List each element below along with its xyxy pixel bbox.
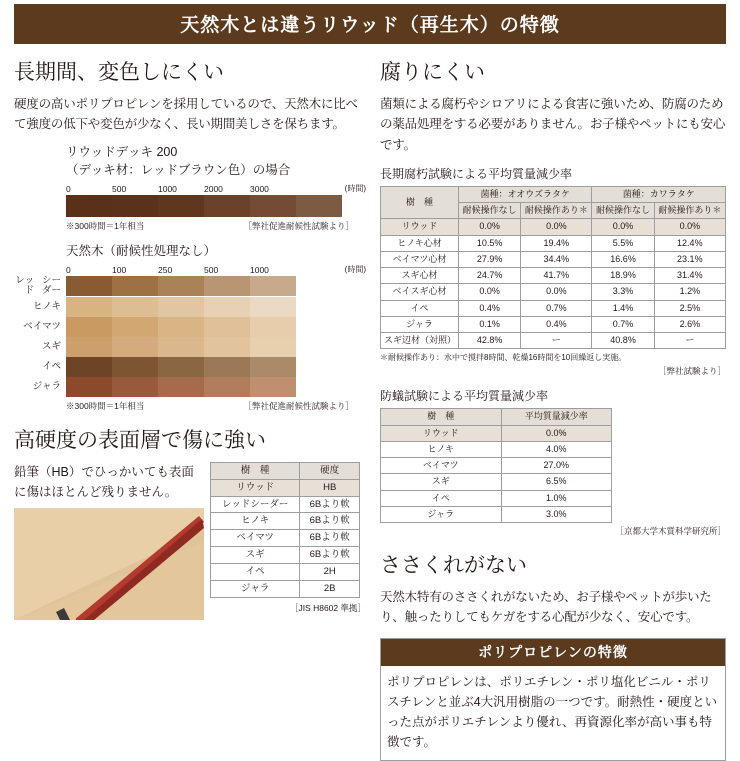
table-cell: 23.1% [654,251,725,267]
color-swatch [66,276,112,296]
color-swatch [158,377,204,397]
color-swatch [204,357,250,377]
table-row [211,479,360,496]
wood-sample-row [14,317,366,337]
wood-sample-row [14,276,366,297]
table-cell: 0.0% [459,284,521,300]
hardness-table [210,462,360,598]
right-column [380,44,726,761]
scale-tick: 100 [112,264,127,275]
color-swatch [296,195,342,217]
table-header-cell: 耐候操作あり＊ [521,203,592,219]
color-swatch [66,297,112,317]
decay-table-title: 長期腐朽試験による平均質量減少率 [380,166,573,181]
table-cell: 0.0% [459,219,521,235]
polypropylene-box-body: ポリプロピレンは、ポリエチレン・ポリ塩化ビニル・ポリスチレンと並ぶ4大汎用樹脂の一つです。耐熱性・硬度といった点がポリエチレンより優れ、再資源化率が高い事も特徴です。 [387,674,718,749]
sample1-scale [66,183,366,194]
table-cell: 40.8% [592,333,654,349]
section-title-fade-resistance: 長期間、変色しにくい [14,61,224,84]
table-row [211,580,360,597]
table-cell: ベイマツ [211,530,300,547]
scale-tick: 0 [66,264,71,275]
color-swatch [204,317,250,337]
scale-tick: 1000 [250,264,269,275]
table-cell: 0.0% [592,219,654,235]
table-row [381,251,726,267]
polypropylene-box-title: ポリプロピレンの特徴 [381,639,725,666]
hardness-block [14,462,366,620]
table-row [381,300,726,316]
table-cell: 6.5% [501,474,611,490]
scale-unit: (時間) [344,264,366,274]
color-swatch [112,357,158,377]
sample2-scale [66,264,366,275]
table-cell: スギ [211,547,300,564]
color-swatch [250,276,296,296]
color-swatch [66,377,112,397]
color-swatch [112,195,158,217]
sample1-note [66,220,354,232]
pencil-illustration [14,508,204,620]
table-header-cell: 樹 種 [211,462,300,479]
color-swatch [250,357,296,377]
table-cell: 1.0% [501,490,611,506]
table-cell: ヒノキ心材 [381,235,459,251]
table-row [381,441,612,457]
table-cell: スギ心材 [381,268,459,284]
table-row [381,284,726,300]
hardness-credit: ［JIS H8602 準拠］ [289,602,366,613]
scale-tick: 500 [112,183,127,194]
table-header-row [381,186,726,202]
polypropylene-box [380,638,726,761]
table-cell: 6Bより軟 [300,547,360,564]
table-header-row [211,462,360,479]
color-swatch [250,195,296,217]
table-cell: 24.7% [459,268,521,284]
table-cell: ー [521,333,592,349]
table-cell: HB [300,479,360,496]
wood-sample-row [14,357,366,377]
table-cell: 2B [300,580,360,597]
table-row [381,474,612,490]
wood-sample-label: レッド シーダー [15,274,61,297]
table-cell: ベイマツ心材 [381,251,459,267]
wood-sample-grid [14,276,366,397]
table-cell: 0.0% [501,425,611,441]
scale-tick: 250 [158,264,173,275]
table-row [381,268,726,284]
page-title: 天然木とは違うリウッド（再生木）の特徴 [14,4,726,44]
table-row [381,316,726,332]
table-cell: 1.4% [592,300,654,316]
table-row [381,425,612,441]
wood-sample-row [14,297,366,317]
sample2-note-right: ［弊社促進耐候性試験より］ [243,400,354,411]
color-swatch [158,357,204,377]
color-swatch [204,377,250,397]
color-swatch [250,337,296,357]
table-cell: 19.4% [521,235,592,251]
table-row [211,513,360,530]
table-cell: 3.0% [501,506,611,522]
color-swatch [66,317,112,337]
table-header-cell: 樹 種 [381,186,459,219]
table-cell: イペ [381,300,459,316]
section-body-hardness: 鉛筆（HB）でひっかいても表面に傷はほとんど残りません。 [14,464,194,499]
table-cell: 18.9% [592,268,654,284]
table-cell: ベイスギ心材 [381,284,459,300]
table-cell: スギ辺材（対照） [381,333,459,349]
sample1-swatches [66,195,366,217]
table-row [381,458,612,474]
table-cell: 4.0% [501,441,611,457]
section-body-rot-resistance: 菌類による腐朽やシロアリによる食害に強いため、防腐のための薬品処理をする必要がありません。お子様やペットにも安心です。 [380,97,726,152]
content-columns [0,44,740,761]
table-header-cell: 平均質量減少率 [501,409,611,425]
table-cell: ジャラ [211,580,300,597]
wood-sample-label: ベイマツ [23,320,61,332]
table-row [211,496,360,513]
table-cell: 6Bより軟 [300,513,360,530]
sample1-note-right: ［弊社促進耐候性試験より］ [243,220,354,231]
sample2-note [66,400,354,412]
section-body-fade-resistance: 硬度の高いポリプロピレンを採用しているので、天然木に比べて強度の低下や変色が少なく、長い期間美しさを保ちます。 [14,97,358,132]
table-cell: 2.5% [654,300,725,316]
decay-table-credit: ［弊社試験より］ [657,366,726,377]
table-row [211,564,360,581]
table-cell: 0.7% [592,316,654,332]
table-cell: 6Bより軟 [300,496,360,513]
color-swatch [66,337,112,357]
table-cell: イペ [211,564,300,581]
color-swatch [66,357,112,377]
color-swatch [112,317,158,337]
table-cell: 0.0% [521,219,592,235]
wood-sample-row [14,337,366,357]
wood-sample-label: スギ [41,340,61,352]
section-title-rot-resistance: 腐りにくい [380,61,485,84]
decay-test-table [380,186,726,350]
wood-sample-label: ヒノキ [32,300,61,312]
table-row [381,490,612,506]
color-swatch [158,195,204,217]
table-row [381,235,726,251]
table-row [381,506,612,522]
section-body-no-splinters: 天然木特有のささくれがないため、お子様やペットが歩いたり、触ったりしてもケガをする心配が少なく、安心です。 [380,590,712,625]
table-header-cell: 耐候操作あり＊ [654,203,725,219]
termite-test-table [380,408,612,523]
table-header-cell: 耐候操作なし [459,203,521,219]
sample1-title [66,143,366,179]
table-row [381,219,726,235]
table-cell: ジャラ [381,316,459,332]
wood-sample-cells [66,337,296,357]
table-cell: 5.5% [592,235,654,251]
table-cell: 12.4% [654,235,725,251]
scale-tick: 2000 [204,183,223,194]
wood-sample-cells [66,317,296,337]
scale-unit: (時間) [344,183,366,193]
document-page [0,4,740,749]
wood-sample-cells [66,357,296,377]
table-cell: 0.7% [521,300,592,316]
table-cell: 0.4% [459,300,521,316]
color-swatch [158,297,204,317]
table-cell: レッドシーダー [211,496,300,513]
table-row [211,530,360,547]
table-cell: ヒノキ [381,441,502,457]
table-cell: 34.4% [521,251,592,267]
table-cell: ヒノキ [211,513,300,530]
wood-sample-label: ジャラ [32,380,61,392]
table-group-header-cell: 菌種：カワラタケ [592,186,726,202]
color-swatch [204,276,250,296]
table-cell: 31.4% [654,268,725,284]
decay-table-note: ＊耐候操作あり：水中で撹拌8時間、乾燥16時間を10回繰返し実施。 [380,353,627,363]
color-swatch [112,337,158,357]
table-cell: 41.7% [521,268,592,284]
table-cell: 27.0% [501,458,611,474]
table-cell: 2.6% [654,316,725,332]
color-swatch [112,276,158,296]
sample1-note-left: ※300時間＝1年相当 [66,220,145,231]
sample1-title-line: リウッドデッキ 200 [66,144,178,159]
table-cell: リウッド [211,479,300,496]
wood-sample-label: イペ [41,360,61,372]
table-row [381,333,726,349]
hardness-table-block [210,462,366,620]
wood-sample-cells [66,276,296,297]
table-cell: ー [654,333,725,349]
table-cell: リウッド [381,219,459,235]
color-swatch [204,195,250,217]
scale-tick: 500 [204,264,219,275]
table-cell: 0.1% [459,316,521,332]
pencil-photo [14,508,204,620]
color-swatch [158,337,204,357]
section-title-no-splinters: ささくれがない [380,554,527,578]
color-swatch [204,337,250,357]
table-cell: 3.3% [592,284,654,300]
table-header-row [381,409,612,425]
table-header-cell: 樹 種 [381,409,502,425]
color-swatch [158,317,204,337]
table-cell: 16.6% [592,251,654,267]
scale-tick: 1000 [158,183,177,194]
section-title-hardness: 高硬度の表面層で傷に強い [14,428,266,452]
wood-sample-cells [66,297,296,317]
table-cell: 0.4% [521,316,592,332]
termite-table-title: 防蟻試験による平均質量減少率 [380,389,549,404]
color-swatch [158,276,204,296]
left-column [14,44,366,761]
table-cell: イペ [381,490,502,506]
color-swatch [112,297,158,317]
table-cell: ジャラ [381,506,502,522]
table-cell: 0.0% [654,219,725,235]
scale-tick: 3000 [250,183,269,194]
sample2-title: 天然木（耐候性処理なし） [66,243,217,258]
wood-sample-row [14,377,366,397]
table-group-header-cell: 菌種：オオウズラタケ [459,186,592,202]
color-swatch [66,195,112,217]
sample1-title-line: （デッキ材：レッドブラウン色）の場合 [66,162,291,177]
table-cell: ベイマツ [381,458,502,474]
table-cell: 1.2% [654,284,725,300]
sample2-note-left: ※300時間＝1年相当 [66,400,145,411]
table-cell: リウッド [381,425,502,441]
color-swatch [112,377,158,397]
table-cell: スギ [381,474,502,490]
color-swatch [204,297,250,317]
table-cell: 0.0% [521,284,592,300]
table-cell: 6Bより軟 [300,530,360,547]
color-swatch [250,377,296,397]
table-cell: 42.8% [459,333,521,349]
table-header-cell: 硬度 [300,462,360,479]
table-header-cell: 耐候操作なし [592,203,654,219]
wood-sample-cells [66,377,296,397]
pencil-block [14,462,204,620]
color-swatch [250,297,296,317]
table-row [211,547,360,564]
table-cell: 2H [300,564,360,581]
table-cell: 10.5% [459,235,521,251]
table-cell: 27.9% [459,251,521,267]
scale-tick: 0 [66,183,71,194]
termite-table-credit: ［京都大学木質科学研究所］ [615,526,726,537]
color-swatch [250,317,296,337]
